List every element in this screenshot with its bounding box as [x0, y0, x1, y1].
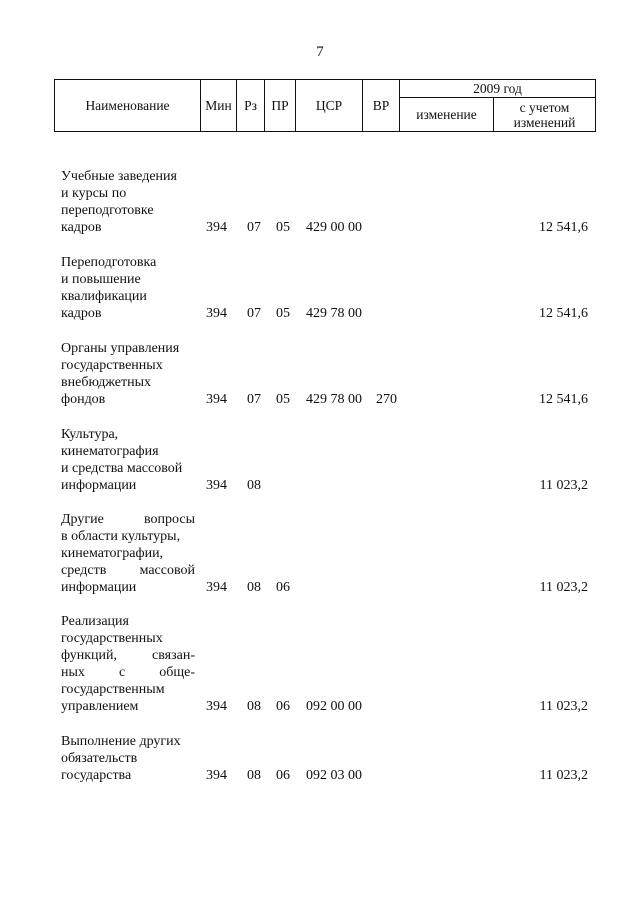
row-rz: 08 [247, 699, 261, 714]
row-csr: 429 78 00 [306, 306, 362, 321]
row-name-line: кинематография [61, 444, 159, 459]
row-name-line: внебюджетных [61, 375, 152, 390]
page-number: 7 [316, 44, 324, 60]
row-min: 394 [206, 392, 227, 407]
header-with-changes-line2: изменений [513, 114, 576, 130]
row-name-line: и повышение [61, 272, 141, 287]
row-name-line: Учебные заведения [61, 169, 177, 184]
row-pr: 05 [276, 392, 290, 407]
row-name [61, 733, 195, 784]
row-rz: 08 [247, 478, 261, 493]
row-name-line: управлением [61, 699, 139, 714]
header-vr: ВР [363, 80, 400, 132]
row-name-line: фондов [61, 392, 106, 407]
row-rz: 07 [247, 220, 261, 235]
row-name-line: и курсы по [61, 186, 127, 201]
row-min: 394 [206, 580, 227, 595]
row-name-line: Культура, [61, 427, 119, 442]
row-name-line: переподготовке [61, 203, 154, 218]
row-name-line: кадров [61, 306, 102, 321]
header-year: 2009 год [400, 80, 596, 98]
row-csr: 092 00 00 [306, 699, 362, 714]
row-name-line: государственных [61, 631, 163, 646]
row-name-line: государственных [61, 358, 163, 373]
row-name-line: квалификации [61, 289, 147, 304]
row-name-line: Другие вопросы [61, 512, 195, 527]
header-pr: ПР [265, 80, 296, 132]
row-value: 12 541,6 [539, 220, 588, 235]
row-name [61, 254, 195, 322]
row-csr: 429 78 00 [306, 392, 362, 407]
row-name-line: ных с обще- [61, 665, 195, 680]
row-rz: 08 [247, 580, 261, 595]
row-name-line: обязательств [61, 751, 138, 766]
row-value: 11 023,2 [539, 478, 588, 493]
row-name-line: средств массовой [61, 563, 195, 578]
header-min: Мин [201, 80, 237, 132]
row-name-line: Органы управления [61, 341, 180, 356]
row-value: 12 541,6 [539, 306, 588, 321]
header-change: изменение [400, 98, 494, 132]
row-min: 394 [206, 768, 227, 783]
row-min: 394 [206, 220, 227, 235]
row-min: 394 [206, 478, 227, 493]
row-csr: 429 00 00 [306, 220, 362, 235]
header-name: Наименование [55, 80, 201, 132]
row-value: 11 023,2 [539, 580, 588, 595]
header-csr: ЦСР [296, 80, 363, 132]
row-value: 11 023,2 [539, 699, 588, 714]
row-name-line: информации [61, 478, 137, 493]
row-name-line: государства [61, 768, 132, 783]
row-name [61, 511, 195, 596]
row-pr: 05 [276, 306, 290, 321]
row-name-line: кадров [61, 220, 102, 235]
row-name-line: функций, связан- [61, 648, 195, 663]
row-name [61, 168, 195, 236]
header-with-changes-line1: с учетом [519, 99, 570, 115]
row-pr: 06 [276, 768, 290, 783]
row-name-line: Переподготовка [61, 255, 157, 270]
row-name [61, 613, 195, 715]
row-name-line: кинематографии, [61, 546, 164, 561]
row-pr: 05 [276, 220, 290, 235]
row-name-line: Выполнение других [61, 734, 181, 749]
row-vr: 270 [376, 392, 397, 407]
row-name-line: в области культуры, [61, 529, 181, 544]
row-value: 11 023,2 [539, 768, 588, 783]
row-name-line: государственным [61, 682, 165, 697]
row-pr: 06 [276, 580, 290, 595]
row-name-line: информации [61, 580, 137, 595]
row-name [61, 426, 195, 494]
row-min: 394 [206, 306, 227, 321]
row-name-line: Реализация [61, 614, 129, 629]
row-pr: 06 [276, 699, 290, 714]
row-value: 12 541,6 [539, 392, 588, 407]
row-min: 394 [206, 699, 227, 714]
row-rz: 07 [247, 392, 261, 407]
row-rz: 07 [247, 306, 261, 321]
row-csr: 092 03 00 [306, 768, 362, 783]
header-rz: Рз [237, 80, 265, 132]
row-name [61, 340, 195, 408]
row-name-line: и средства массовой [61, 461, 183, 476]
row-rz: 08 [247, 768, 261, 783]
